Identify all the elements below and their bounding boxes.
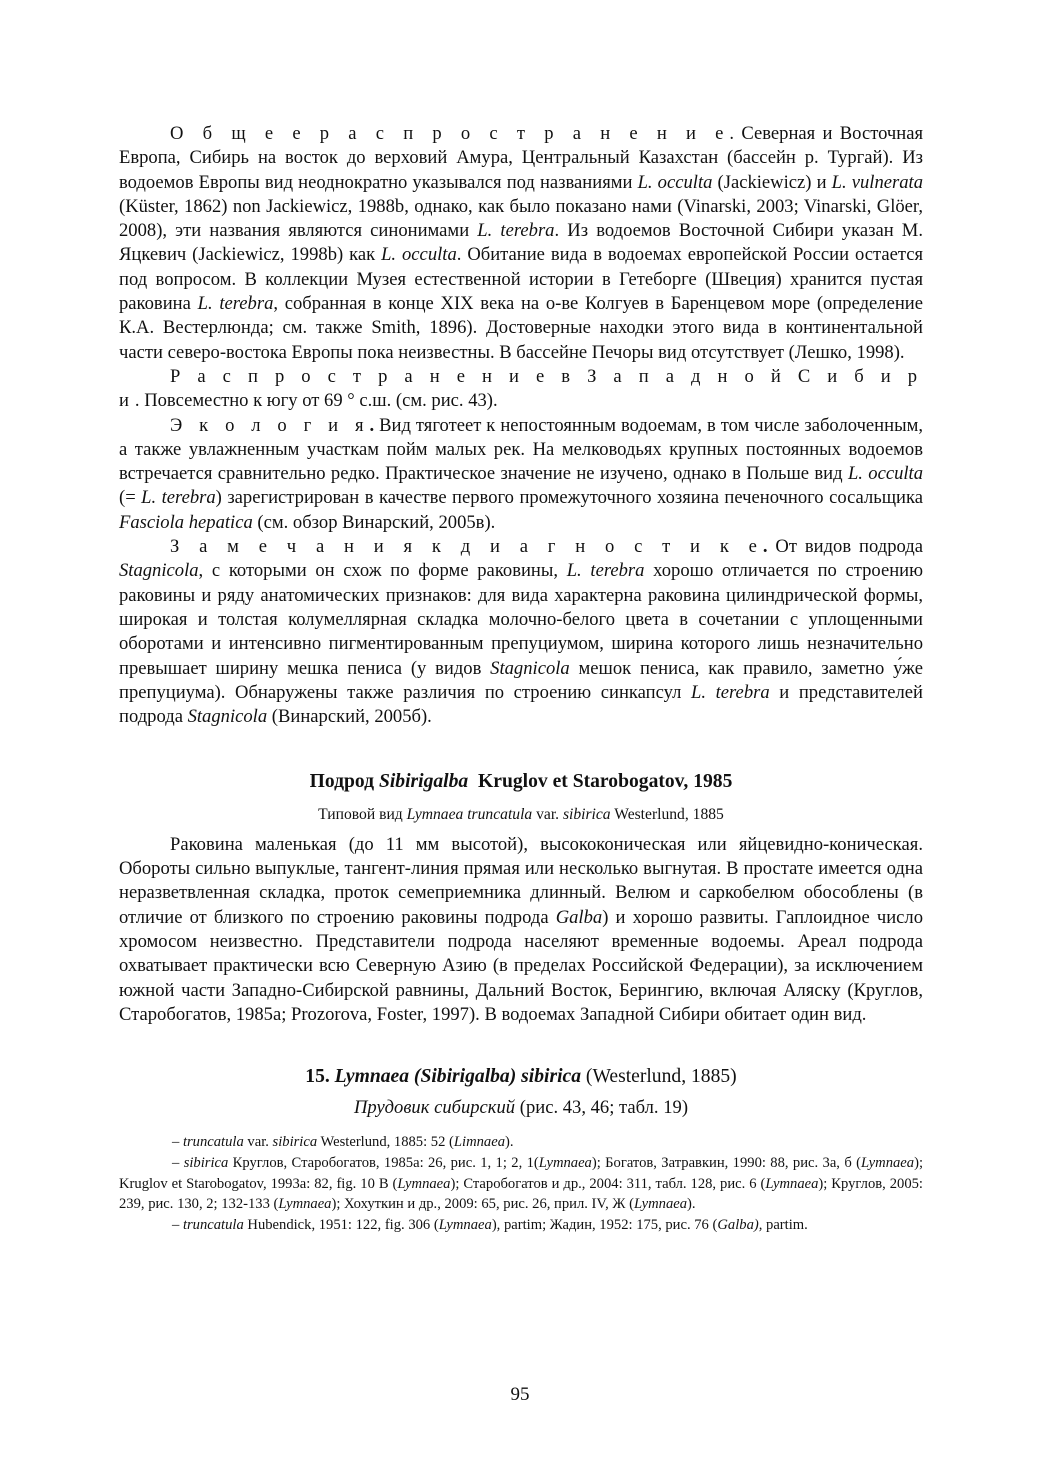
text-run: ); Круглов, 2005: 239, рис. 130, 2; 132-133 ( [119, 1175, 923, 1213]
section-lead-ecology: Э к о л о г и я [170, 414, 370, 436]
text-run: Hubendick, 1951: 122, fig. 306 ( [243, 1216, 439, 1233]
taxon-name: Lymnaea [538, 1154, 592, 1171]
taxon-name: Lymnaea [765, 1175, 819, 1192]
paragraph-diagnostic-notes [119, 535, 923, 729]
bold-dot: . [762, 536, 768, 558]
text-run: Типовой вид [318, 806, 407, 824]
taxon-name: sibirica [272, 1134, 318, 1151]
species-name: Lymnaea (Sibirigalba) sibirica [334, 1066, 582, 1088]
text-run: var. [243, 1134, 273, 1151]
text-run: От видов подрода [767, 536, 923, 558]
synonymy-entry [119, 1153, 923, 1215]
text-run: (= [119, 487, 142, 509]
text-run: ); Богатов, Затравкин, 1990: 88, рис. 3а, б ( [591, 1154, 861, 1171]
taxon-name: Lymnaea truncatula [406, 806, 533, 824]
taxon-name: Lymnaea [278, 1196, 332, 1213]
text-run: (см. обзор Винарский, 2005в). [252, 511, 496, 533]
taxon-name: L. occulta [637, 171, 713, 193]
taxon-name: Stagnicola [490, 657, 570, 679]
taxon-name: Galba), [717, 1216, 763, 1233]
text-run: ); Хохуткин и др., 2009: 65, рис. 26, прил. IV, Ж ( [331, 1196, 634, 1213]
paragraph-ecology [119, 414, 923, 535]
taxon-name: L. terebra [691, 681, 770, 703]
text-run: Вид тяготеет к непостоянным водоемам, в том числе заболоченным, а также увлажненным участкам пойм малых рек. На мелководьях крупных постоянных водоемов встречается сравнительно редко. Практическое значение не изучено, однако в Польше вид [119, 414, 923, 485]
taxon-name: truncatula [182, 1216, 244, 1233]
text-run: – [172, 1216, 183, 1233]
text-run: ). [505, 1134, 514, 1151]
taxon-name: Limnaea [453, 1134, 505, 1151]
subgenus-heading [119, 769, 923, 795]
text-run: Westerlund, 1885: 52 ( [317, 1134, 454, 1151]
taxon-name: Stagnicola [187, 706, 268, 728]
subgenus-author: Kruglov et Starobogatov, 1985 [468, 771, 733, 793]
taxon-name: Lymnaea [861, 1154, 915, 1171]
page-content [119, 122, 923, 1235]
type-species-line [119, 803, 923, 827]
species-common-name [119, 1096, 923, 1120]
figure-reference: (рис. 43, 46; табл. 19) [515, 1097, 689, 1119]
text-run: ); Старобогатов и др., 2004: 311, табл. 128, рис. 6 ( [450, 1175, 766, 1192]
taxon-name: Lymnaea [438, 1216, 492, 1233]
taxon-name: L. terebra [566, 560, 645, 582]
text-run: var. [532, 806, 563, 824]
text-run: Круглов, Старобогатов, 1985а: 26, рис. 1, 1; 2, 1( [228, 1154, 539, 1171]
taxon-name: Lymnaea [397, 1175, 451, 1192]
synonymy-entry [119, 1215, 923, 1236]
text-run: partim. [762, 1216, 808, 1233]
taxon-name: L. vulnerata [831, 171, 923, 193]
text-run: ), partim; Жадин, 1952: 175, рис. 76 ( [491, 1216, 718, 1233]
text-run: ); Kruglov et Starobogatov, 1993а: 82, fig. 10 В ( [119, 1154, 923, 1192]
section-lead-diagnostics: З а м е ч а н и я к д и а г н о с т и к е [170, 536, 763, 558]
species-author: (Westerlund, 1885) [581, 1066, 737, 1088]
species-heading [119, 1064, 923, 1090]
taxon-name: sibirica [183, 1154, 229, 1171]
paragraph-subgenus-description [119, 833, 923, 1027]
text-run: , с которыми он схож по форме раковины, [198, 560, 567, 582]
text-run: Westerlund, 1885 [610, 806, 724, 824]
page-number: 95 [510, 1384, 530, 1405]
synonymy-list [119, 1132, 923, 1235]
text-run: . Северная и Восточная Европа, Сибирь на восток до верховий Амура, Центральный Казахстан (бассейн р. Тургай). Из водоемов Европы вид неоднократно указывался под названиями [119, 123, 923, 193]
taxon-name: L. terebra [477, 220, 555, 242]
taxon-name: L. terebra [197, 293, 274, 315]
taxon-name: sibirica [562, 806, 611, 824]
species-number: 15. [305, 1066, 335, 1088]
text-run: . Обитание вида в водоемах европейской России остается под вопросом. В коллекции Музея естественной истории в Гетеборге (Швеция) хранится пустая раковина [119, 244, 923, 315]
text-run: Подрод [309, 771, 379, 793]
text-run: (Винарский, 2005б). [267, 706, 432, 728]
text-run: Раковина маленькая (до 11 мм высотой), высококоническая или яйцевидно-коническая. Обороты сильно выпуклые, тангент-линия прямая или несколько выгнутая. В простате имеется одна неразветвленная складка, проток семеприемника длинный. Велюм и саркобелюм обособлены (в отличие от близкого по строению раковины подрода [119, 833, 923, 928]
section-lead-general-distribution: О б щ е е р а с п р о с т р а н е н и е [170, 123, 730, 144]
taxon-name: L. occulta [847, 463, 924, 485]
subgenus-name: Sibirigalba [378, 771, 469, 793]
text-run: и представителей подрода [119, 681, 923, 728]
paragraph-general-distribution [119, 122, 923, 365]
text-run: – [172, 1134, 183, 1151]
text-run: , собранная в конце XIX века на о-ве Колгуев в Баренцевом море (определение К.А. Вестерлюнда; см. также Smith, 1896). Достоверные находки этого вида в континентальной части северо-востока Европы пока неизвестны. В бассейне Печоры вид отсутствует (Лешко, 1998). [119, 293, 923, 363]
taxon-name: L. occulta [381, 244, 457, 266]
taxon-name: Galba [555, 906, 603, 928]
text-run: – [172, 1154, 184, 1171]
taxon-name: Stagnicola [119, 560, 199, 582]
text-run: (Küster, 1862) non Jackiewicz, 1988b, однако, как было показано нами (Vinarski, 2003; Vinarski, Glöer, 2008), эти названия являются синонимами [119, 195, 923, 242]
paragraph-west-siberia-distribution [119, 365, 923, 414]
text-run: . Из водоемов Восточной Сибири указан М. Яцкевич (Jackiewicz, 1998b) как [119, 220, 923, 266]
synonymy-entry [119, 1132, 923, 1153]
text-run: ) и хорошо развиты. Гаплоидное число хромосом неизвестно. Представители подрода населяют временные водоемы. Ареал подрода охватывает практически всю Северную Азию (в пределах Российской Федерации), за исключением южной части Западно-Сибирской равнины, Дальний Восток, Берингию, включая Аляску (Круглов, Старобогатов, 1985а; Prozorova, Foster, 1997). В водоемах Западной Сибири обитает один вид. [119, 906, 923, 1025]
text-run: ) зарегистрирован в качестве первого промежуточного хозяина печеночного сосальщика [215, 487, 924, 509]
taxon-name: L. terebra [141, 487, 216, 509]
taxon-name: Lymnaea [633, 1196, 688, 1213]
text-run: . Повсеместно к югу от 69 ° с.ш. (см. рис. 43). [134, 390, 498, 412]
text-run: ). [687, 1196, 696, 1213]
bold-dot: . [369, 414, 375, 436]
section-lead-west-siberia: Р а с п р о с т р а н е н и е в З а п а д н о й С и б и р и [119, 365, 923, 412]
text-run: хорошо отличается по строению раковины и ряду анатомических признаков: для вида характерна раковина цилиндрической формы, широкая и толстая колумеллярная складка молочно-белого цвета в сочетании с уплощенными оборотами и интенсивно пигментированным препуциумом, ширина которого лишь незначительно превышает ширину мешка пениса (у видов [119, 560, 923, 679]
common-name: Прудовик сибирский [353, 1097, 516, 1119]
text-run: (Jackiewicz) и [712, 171, 832, 193]
taxon-name: truncatula [182, 1134, 244, 1151]
text-run: мешок пениса, как правило, заметно у́же препуциума). Обнаружены также различия по строению синкапсул [119, 657, 924, 703]
taxon-name: Fasciola hepatica [119, 511, 253, 533]
